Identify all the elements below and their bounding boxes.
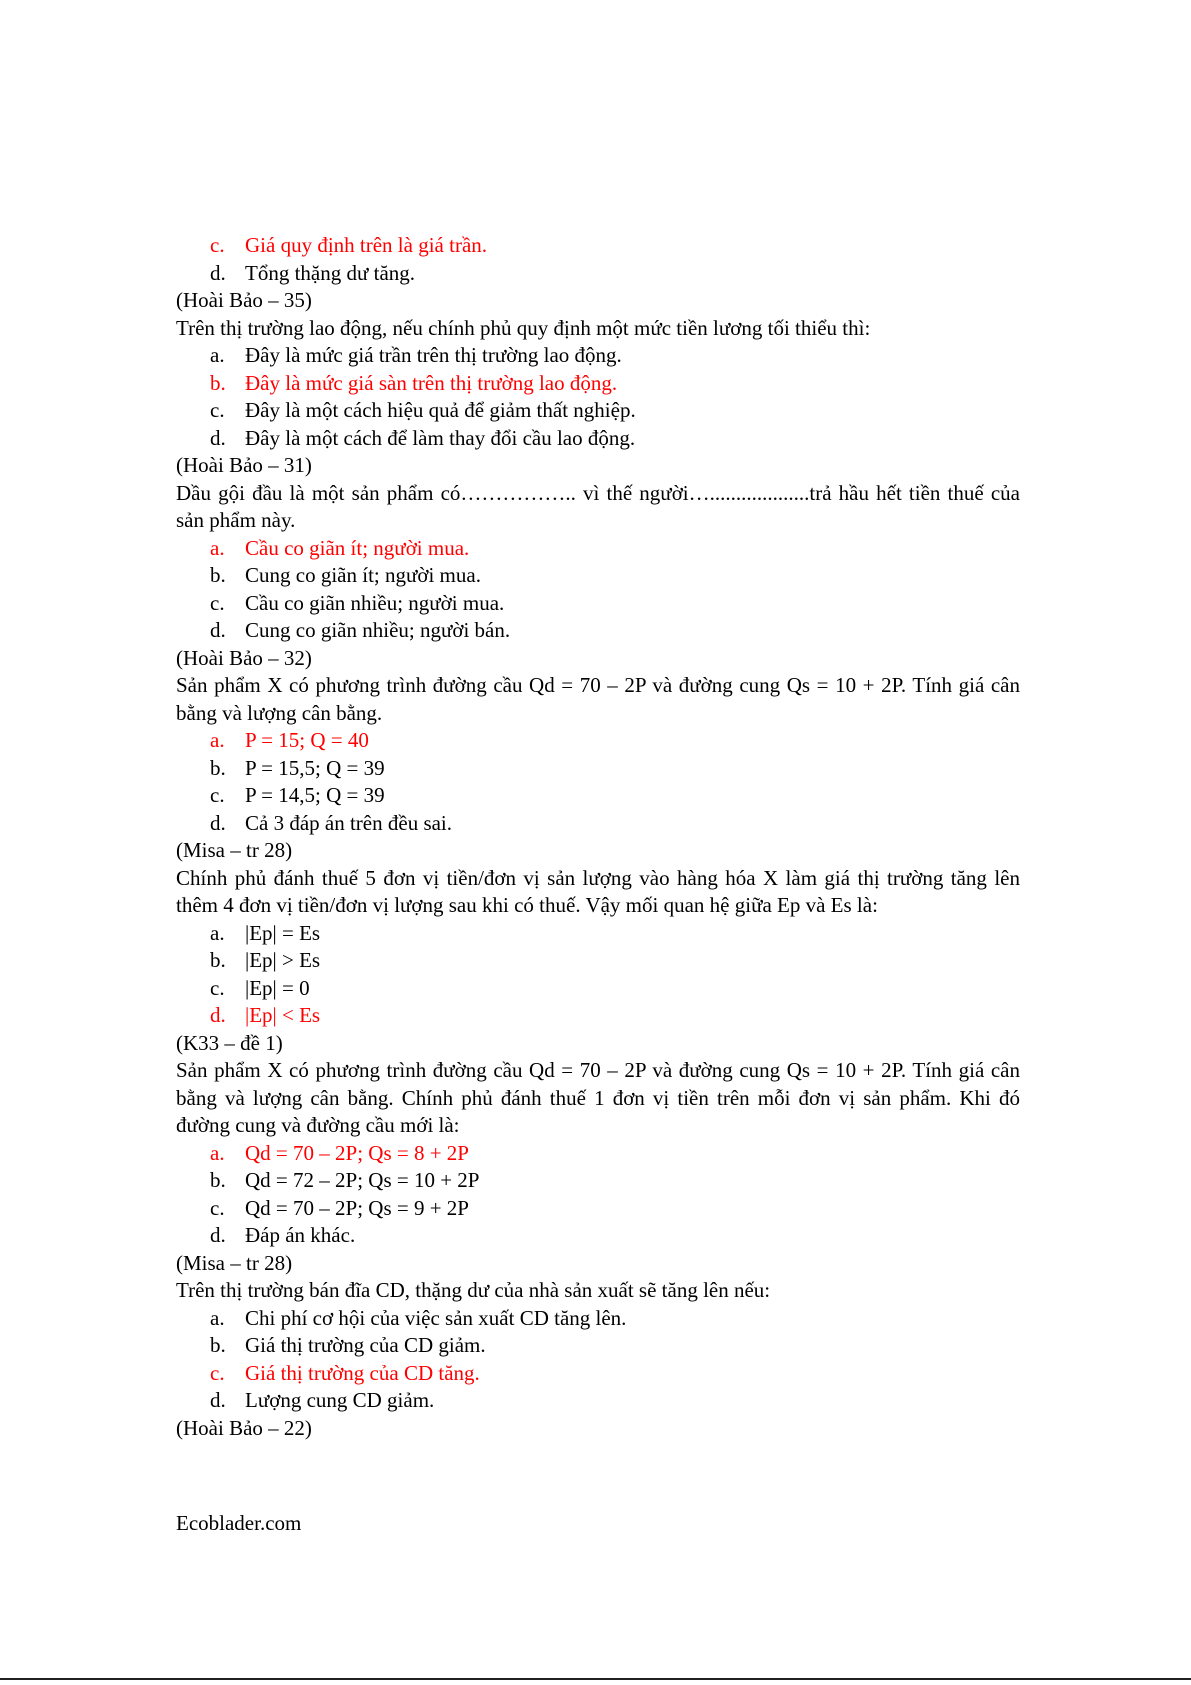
answer-option-correct xyxy=(176,1002,1020,1030)
option-label: a. xyxy=(210,728,225,752)
option-text: Cầu co giãn nhiều; người mua. xyxy=(245,590,505,615)
option-text: Qd = 72 – 2P; Qs = 10 + 2P xyxy=(245,1168,480,1192)
question-text: Sản phẩm X có phương trình đường cầu Qd = 70 – 2P và đường cung Qs = 10 + 2P. Tính giá cân bằng và lượng cân bằng. xyxy=(176,673,1020,725)
option-label: c. xyxy=(210,1360,225,1385)
option-label: b. xyxy=(210,755,226,780)
option-label: c. xyxy=(210,590,225,615)
source-citation: (Hoài Bảo – 35) xyxy=(176,288,312,312)
answer-option xyxy=(176,617,1020,645)
answer-option xyxy=(176,920,1020,948)
option-text: Tổng thặng dư tăng. xyxy=(245,260,416,285)
option-label: d. xyxy=(210,1388,226,1412)
option-text: Lượng cung CD giảm. xyxy=(245,1388,435,1412)
answer-option xyxy=(176,782,1020,810)
answer-option-correct xyxy=(176,232,1020,260)
answer-option xyxy=(176,342,1020,370)
answer-option xyxy=(176,562,1020,590)
question-text: Sản phẩm X có phương trình đường cầu Qd = 70 – 2P và đường cung Qs = 10 + 2P. Tính giá cân bằng và lượng cân bằng. Chính phủ đánh thuế 1 đơn vị tiền trên mỗi đơn vị sản phẩm. Khi đó đường cung và đường cầu mới là: xyxy=(176,1058,1020,1137)
option-label: a. xyxy=(210,1305,225,1330)
answer-option xyxy=(176,975,1020,1003)
option-label: a. xyxy=(210,343,225,367)
answer-option-correct xyxy=(176,1140,1020,1168)
option-text: Giá quy định trên là giá trần. xyxy=(245,233,488,257)
option-text: |Ep| = Es xyxy=(245,920,321,945)
option-label: d. xyxy=(210,1223,226,1247)
answer-option xyxy=(176,1305,1020,1333)
option-text: P = 14,5; Q = 39 xyxy=(245,783,385,807)
source-citation: (K33 – đề 1) xyxy=(176,1030,283,1055)
answer-option-correct xyxy=(176,1360,1020,1388)
answer-option xyxy=(176,1332,1020,1360)
source-citation: (Hoài Bảo – 22) xyxy=(176,1415,312,1440)
answer-option xyxy=(176,1195,1020,1223)
option-label: a. xyxy=(210,535,225,560)
answer-option xyxy=(176,1222,1020,1250)
option-label: c. xyxy=(210,1195,225,1220)
option-text: Cung co giãn ít; người mua. xyxy=(245,563,481,587)
option-label: b. xyxy=(210,948,226,972)
option-label: d. xyxy=(210,1003,226,1027)
question-text: Trên thị trường lao động, nếu chính phủ quy định một mức tiền lương tối thiểu thì: xyxy=(176,315,871,340)
question-text: Trên thị trường bán đĩa CD, thặng dư của nhà sản xuất sẽ tăng lên nếu: xyxy=(176,1278,771,1302)
answer-option xyxy=(176,810,1020,838)
option-text: Qd = 70 – 2P; Qs = 8 + 2P xyxy=(245,1140,469,1165)
option-text: Qd = 70 – 2P; Qs = 9 + 2P xyxy=(245,1195,469,1220)
answer-option xyxy=(176,260,1020,288)
option-text: |Ep| = 0 xyxy=(245,975,310,1000)
option-text: Đây là một cách để làm thay đổi cầu lao động. xyxy=(245,425,636,450)
source-citation: (Hoài Bảo – 32) xyxy=(176,645,312,670)
option-text: Đây là một cách hiệu quả để giảm thất nghiệp. xyxy=(245,398,636,422)
answer-option-correct xyxy=(176,535,1020,563)
answer-option-correct xyxy=(176,370,1020,398)
option-text: |Ep| < Es xyxy=(245,1003,321,1027)
option-text: Chi phí cơ hội của việc sản xuất CD tăng lên. xyxy=(245,1305,627,1330)
answer-option xyxy=(176,590,1020,618)
option-label: a. xyxy=(210,1140,225,1165)
option-text: P = 15,5; Q = 39 xyxy=(245,755,385,780)
option-label: b. xyxy=(210,1333,226,1357)
answer-option xyxy=(176,755,1020,783)
option-label: c. xyxy=(210,975,225,1000)
answer-option xyxy=(176,1167,1020,1195)
answer-option xyxy=(176,425,1020,453)
option-text: P = 15; Q = 40 xyxy=(245,728,369,752)
option-label: d. xyxy=(210,425,226,450)
source-citation: (Misa – tr 28) xyxy=(176,1250,293,1275)
option-text: Cầu co giãn ít; người mua. xyxy=(245,535,470,560)
option-label: d. xyxy=(210,618,226,642)
option-text: Đáp án khác. xyxy=(245,1223,356,1247)
option-label: b. xyxy=(210,370,226,395)
option-label: d. xyxy=(210,810,226,835)
option-text: Đây là mức giá sàn trên thị trường lao động. xyxy=(245,370,618,395)
source-citation: (Hoài Bảo – 31) xyxy=(176,453,312,477)
page-bottom-rule xyxy=(0,1678,1191,1680)
option-text: Cung co giãn nhiều; người bán. xyxy=(245,618,511,642)
option-label: c. xyxy=(210,783,225,807)
option-text: Đây là mức giá trần trên thị trường lao động. xyxy=(245,343,622,367)
page-footer: Ecoblader.com xyxy=(176,1511,302,1535)
option-label: a. xyxy=(210,920,225,945)
answer-option xyxy=(176,947,1020,975)
answer-option xyxy=(176,397,1020,425)
option-label: d. xyxy=(210,260,226,285)
option-label: b. xyxy=(210,1168,226,1192)
source-citation: (Misa – tr 28) xyxy=(176,838,293,862)
question-text: Dầu gội đầu là một sản phẩm có…………….. vì thế người…...................trả hầu hết tiền thuế của sản phẩm này. xyxy=(176,480,1020,532)
option-text: Giá thị trường của CD giảm. xyxy=(245,1333,486,1357)
option-text: |Ep| > Es xyxy=(245,948,321,972)
option-label: c. xyxy=(210,233,225,257)
question-text: Chính phủ đánh thuế 5 đơn vị tiền/đơn vị sản lượng vào hàng hóa X làm giá thị trường tăng lên thêm 4 đơn vị tiền/đơn vị lượng sau khi có thuế. Vậy mối quan hệ giữa Ep và Es là: xyxy=(176,865,1020,917)
option-text: Cả 3 đáp án trên đều sai. xyxy=(245,810,453,835)
option-text: Giá thị trường của CD tăng. xyxy=(245,1360,480,1385)
document-body xyxy=(176,232,1020,1442)
answer-option-correct xyxy=(176,727,1020,755)
option-label: c. xyxy=(210,398,225,422)
option-label: b. xyxy=(210,563,226,587)
answer-option xyxy=(176,1387,1020,1415)
